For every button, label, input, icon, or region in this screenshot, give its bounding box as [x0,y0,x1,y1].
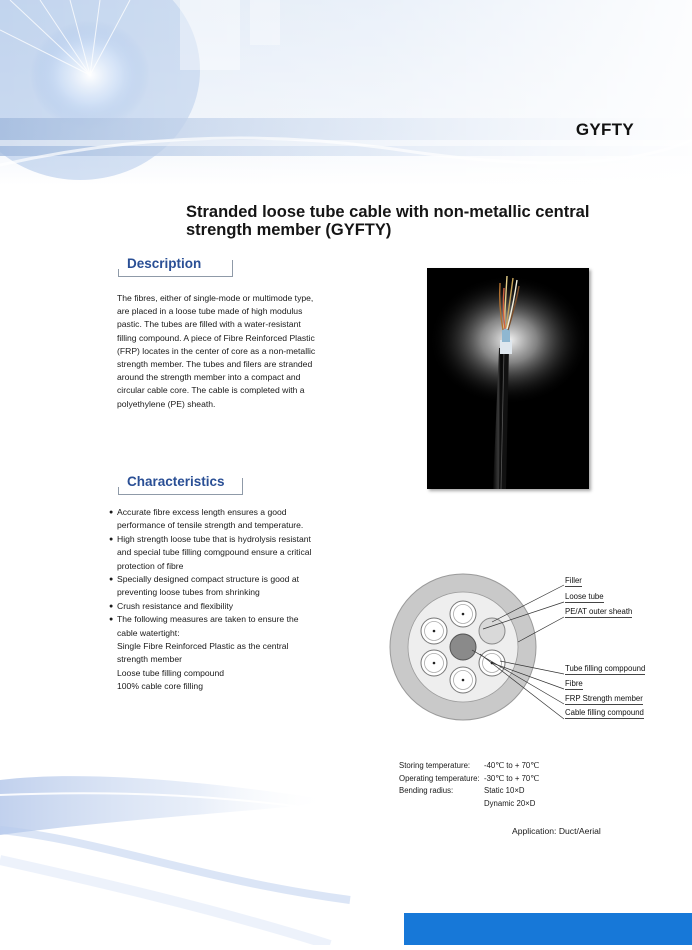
list-item [108,573,320,600]
sub-list-line: Single Fibre Reinforced Plastic as the central [117,641,289,652]
list-item [108,613,320,640]
spec-value: Static 10×D [484,786,525,796]
application-note: Application: Duct/Aerial [512,826,601,836]
description-heading: Description [127,256,202,271]
label-filler: Filler [565,576,582,585]
bullet-icon: ● [109,602,114,610]
cable-photo-artwork [427,268,589,489]
description-line: The fibres, either of single-mode or multimode type, [117,293,314,303]
list-item-line: and special tube filling comgpound ensure a critical [117,547,312,558]
spec-value: -30℃ to + 70℃ [484,773,540,783]
page-title-line-2: strength member (GYFTY) [186,221,392,239]
spec-key: Bending radius: [399,786,454,796]
spec-value: -40℃ to + 70℃ [484,761,540,770]
description-line: around the strength member into a compact and [117,372,301,383]
label-fibre: Fibre [565,679,583,688]
label-cable-filling: Cable filling compound [565,708,644,717]
list-item-line: cable watertight: [117,627,180,638]
description-heading-box [118,256,233,277]
label-frp: FRP Strength member [565,694,643,703]
page-title-line-1: Stranded loose tube cable with non-metallic central [186,203,590,221]
description-line: polyethylene (PE) sheath. [117,398,216,409]
list-item-line: High strength loose tube that is hydrolysis resistant [117,533,311,544]
bullet-icon: ● [109,535,114,543]
characteristics-heading-box [118,474,243,495]
label-outer-sheath: PE/AT outer sheath [565,607,633,616]
list-item-line: protection of fibre [117,560,184,571]
sub-list-line: Loose tube filling compound [117,667,225,678]
cable-cross-section-diagram [388,570,688,730]
description-line: (FRP) locates in the center of core as a non-metallic [117,345,316,356]
description-line: are placed in a loose tube made of high modulus [117,306,303,317]
page-title [186,203,646,239]
bullet-icon: ● [109,616,114,624]
bullet-icon: ● [109,576,114,584]
spec-key: Operating temperature: [399,773,480,783]
list-item [108,506,320,533]
product-code: GYFTY [575,120,634,139]
characteristics-list [108,506,320,694]
list-item [108,533,320,573]
description-text [117,292,320,411]
list-item-line: The following measures are taken to ensure the [117,614,299,625]
description-line: filling compound. A piece of Fibre Reinforced Plastic [117,332,315,343]
label-loose-tube: Loose tube [565,592,604,601]
list-item-line: preventing loose tubes from shrinking [117,587,260,598]
characteristics-heading: Characteristics [127,474,225,489]
description-line: pastic. The tubes are filled with a water-resistant [117,319,301,330]
header-banner [0,0,692,185]
sub-list-line: 100% cable core filling [117,681,203,692]
list-item-line: Accurate fibre excess length ensures a good [117,507,287,517]
footer-swoosh-artwork [0,740,430,945]
label-tube-filling: Tube filling comppound [565,664,646,673]
list-item-line: Crush resistance and flexibility [117,600,234,611]
cable-photo [427,268,589,489]
footer-bar [404,913,692,945]
list-item [108,600,320,613]
sub-list-line: strength member [117,654,182,665]
frp-member-shape [450,634,476,660]
list-item-line: Specially designed compact structure is good at [117,574,300,585]
banner-artwork [0,0,692,185]
spec-key: Storing temperature: [399,761,471,770]
footer-swoosh-graphic [0,740,430,945]
description-line: circular cable core. The cable is completed with a [117,385,305,396]
description-line: strength member. The tubes and filers are stranded [117,359,313,370]
list-item-line: performance of tensile strength and temperature. [117,520,304,531]
cross-section-drawing [388,570,688,730]
spec-value: Dynamic 20×D [484,798,536,808]
bullet-icon: ● [109,509,114,516]
